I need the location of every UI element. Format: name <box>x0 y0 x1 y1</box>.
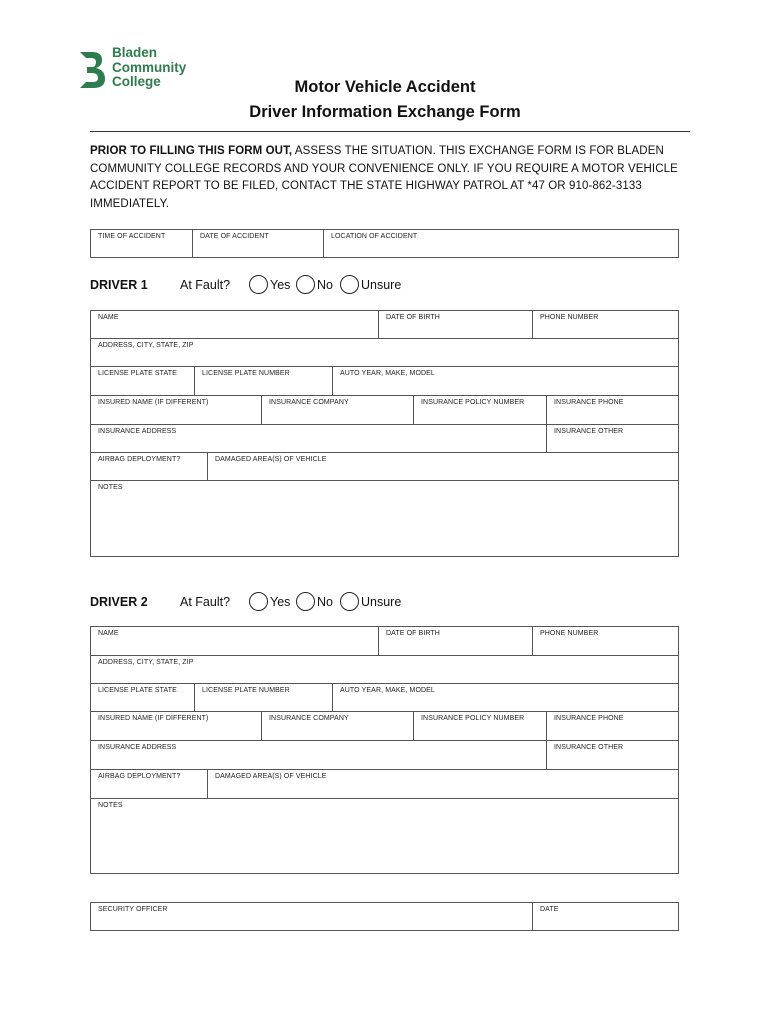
field-label: DATE OF BIRTH <box>386 314 440 321</box>
driver-2-policy-number-field[interactable] <box>413 712 546 740</box>
field-label: TIME OF ACCIDENT <box>98 233 166 240</box>
yes-option-label: Yes <box>270 278 291 292</box>
location-of-accident-field[interactable] <box>323 230 678 257</box>
driver-1-no-radio[interactable] <box>296 275 315 294</box>
field-label: DATE <box>540 906 559 913</box>
field-label: INSURANCE ADDRESS <box>98 428 177 435</box>
signature-row <box>90 902 679 931</box>
field-label: NOTES <box>98 484 123 491</box>
driver-2-insurance-address-field[interactable] <box>91 741 546 769</box>
field-label: SECURITY OFFICER <box>98 906 168 913</box>
logo-line-3: College <box>112 74 161 89</box>
field-label: LICENSE PLATE NUMBER <box>202 687 290 694</box>
officer-date-field[interactable] <box>532 903 678 930</box>
driver-2-dob-field[interactable] <box>378 627 532 655</box>
form-title-line-1: Motor Vehicle Accident <box>294 78 476 96</box>
driver-2-no-radio[interactable] <box>296 592 315 611</box>
driver-2-yes-radio[interactable] <box>249 592 268 611</box>
field-label: DATE OF ACCIDENT <box>200 233 269 240</box>
driver-2-name-row <box>90 626 679 656</box>
driver-2-header <box>90 592 690 614</box>
driver-2-insurance-address-row <box>90 740 679 770</box>
driver-1-header <box>90 275 690 297</box>
field-label: LICENSE PLATE NUMBER <box>202 370 290 377</box>
field-label: PHONE NUMBER <box>540 630 599 637</box>
field-label: INSURANCE POLICY NUMBER <box>421 399 525 406</box>
driver-2-damage-row <box>90 769 679 799</box>
instructions-paragraph <box>90 143 690 213</box>
field-label: INSURANCE COMPANY <box>269 715 349 722</box>
driver-2-heading: DRIVER 2 <box>90 595 148 609</box>
logo-line-2: Community <box>112 59 187 75</box>
driver-1-policy-number-field[interactable] <box>413 396 546 424</box>
driver-2-notes-field[interactable] <box>91 799 678 873</box>
field-label: ADDRESS, CITY, STATE, ZIP <box>98 659 194 666</box>
field-label: INSURED NAME (IF DIFFERENT) <box>98 399 209 406</box>
driver-1-address-row <box>90 338 679 367</box>
driver-1-address-field[interactable] <box>91 339 678 366</box>
field-label: NAME <box>98 314 119 321</box>
field-label: INSURANCE ADDRESS <box>98 744 177 751</box>
driver-1-insurance-address-field[interactable] <box>91 425 546 452</box>
driver-2-name-field[interactable] <box>91 627 378 655</box>
driver-1-notes-row <box>90 480 679 557</box>
date-of-accident-field[interactable] <box>192 230 323 257</box>
no-option-label: No <box>317 595 333 609</box>
driver-2-plate-number-field[interactable] <box>194 684 332 711</box>
field-label: INSURANCE POLICY NUMBER <box>421 715 525 722</box>
field-label: INSURANCE COMPANY <box>269 399 349 406</box>
driver-1-vehicle-row <box>90 366 679 396</box>
unsure-option-label: Unsure <box>361 278 402 292</box>
instructions-text: ASSESS THE SITUATION. THIS EXCHANGE FORM IS FOR BLADEN COMMUNITY COLLEGE RECORDS AND YOUR CONVENIENCE ONLY. IF YOU REQUIRE A MOTOR VEHICLE ACCIDENT REPORT TO BE FILED, CONTACT THE STATE HIGHWAY PATROL AT *47 OR 910-862-3133 IMMEDIATELY. <box>90 145 678 210</box>
accident-info-row <box>90 229 679 258</box>
driver-2-damage-field[interactable] <box>207 770 678 798</box>
driver-2-plate-state-field[interactable] <box>91 684 194 711</box>
field-label: INSURED NAME (IF DIFFERENT) <box>98 715 209 722</box>
driver-2-insurance-other-field[interactable] <box>546 741 678 769</box>
driver-1-airbag-field[interactable] <box>91 453 207 480</box>
driver-2-notes-row <box>90 798 679 874</box>
driver-1-yes-radio[interactable] <box>249 275 268 294</box>
at-fault-label: At Fault? <box>180 278 231 292</box>
security-officer-field[interactable] <box>91 903 532 930</box>
driver-2-unsure-radio[interactable] <box>340 592 359 611</box>
driver-2-vehicle-row <box>90 683 679 712</box>
field-label: DATE OF BIRTH <box>386 630 440 637</box>
driver-2-phone-field[interactable] <box>532 627 678 655</box>
field-label: LICENSE PLATE STATE <box>98 687 177 694</box>
driver-2-address-row <box>90 655 679 684</box>
field-label: ADDRESS, CITY, STATE, ZIP <box>98 342 194 349</box>
driver-1-phone-field[interactable] <box>532 311 678 338</box>
field-label: AUTO YEAR, MAKE, MODEL <box>340 687 435 694</box>
field-label: LICENSE PLATE STATE <box>98 370 177 377</box>
driver-1-plate-state-field[interactable] <box>91 367 194 395</box>
logo-line-1: Bladen <box>112 45 158 60</box>
driver-1-name-field[interactable] <box>91 311 378 338</box>
driver-1-heading: DRIVER 1 <box>90 278 148 292</box>
at-fault-label: At Fault? <box>180 595 231 609</box>
yes-option-label: Yes <box>270 595 291 609</box>
field-label: AUTO YEAR, MAKE, MODEL <box>340 370 435 377</box>
field-label: LOCATION OF ACCIDENT <box>331 233 418 240</box>
field-label: INSURANCE OTHER <box>554 428 624 435</box>
form-title-line-2: Driver Information Exchange Form <box>249 103 521 121</box>
unsure-option-label: Unsure <box>361 595 402 609</box>
field-label: AIRBAG DEPLOYMENT? <box>98 456 181 463</box>
driver-2-insurance-phone-field[interactable] <box>546 712 678 740</box>
driver-2-insured-name-field[interactable] <box>91 712 261 740</box>
driver-1-insurance-phone-field[interactable] <box>546 396 678 424</box>
driver-1-insurance-row <box>90 395 679 425</box>
field-label: DAMAGED AREA(S) OF VEHICLE <box>215 456 327 463</box>
driver-2-address-field[interactable] <box>91 656 678 683</box>
driver-1-name-row <box>90 310 679 339</box>
driver-2-airbag-field[interactable] <box>91 770 207 798</box>
field-label: PHONE NUMBER <box>540 314 599 321</box>
driver-1-damage-field[interactable] <box>207 453 678 480</box>
driver-1-insurance-other-field[interactable] <box>546 425 678 452</box>
instructions-bold: PRIOR TO FILLING THIS FORM OUT, <box>90 145 293 157</box>
field-label: INSURANCE OTHER <box>554 744 624 751</box>
driver-2-auto-field[interactable] <box>332 684 678 711</box>
driver-1-insurance-address-row <box>90 424 679 453</box>
field-label: AIRBAG DEPLOYMENT? <box>98 773 181 780</box>
field-label: NOTES <box>98 802 123 809</box>
driver-1-notes-field[interactable] <box>91 481 678 556</box>
driver-1-dob-field[interactable] <box>378 311 532 338</box>
driver-1-damage-row <box>90 452 679 481</box>
field-label: INSURANCE PHONE <box>554 399 624 406</box>
field-label: INSURANCE PHONE <box>554 715 624 722</box>
no-option-label: No <box>317 278 333 292</box>
driver-2-insurance-row <box>90 711 679 741</box>
field-label: DAMAGED AREA(S) OF VEHICLE <box>215 773 327 780</box>
driver-1-unsure-radio[interactable] <box>340 275 359 294</box>
driver-1-plate-number-field[interactable] <box>194 367 332 395</box>
driver-1-insurance-company-field[interactable] <box>261 396 413 424</box>
driver-1-insured-name-field[interactable] <box>91 396 261 424</box>
field-label: NAME <box>98 630 119 637</box>
driver-2-insurance-company-field[interactable] <box>261 712 413 740</box>
driver-1-auto-field[interactable] <box>332 367 678 395</box>
title-divider <box>90 131 690 132</box>
time-of-accident-field[interactable] <box>91 230 192 257</box>
